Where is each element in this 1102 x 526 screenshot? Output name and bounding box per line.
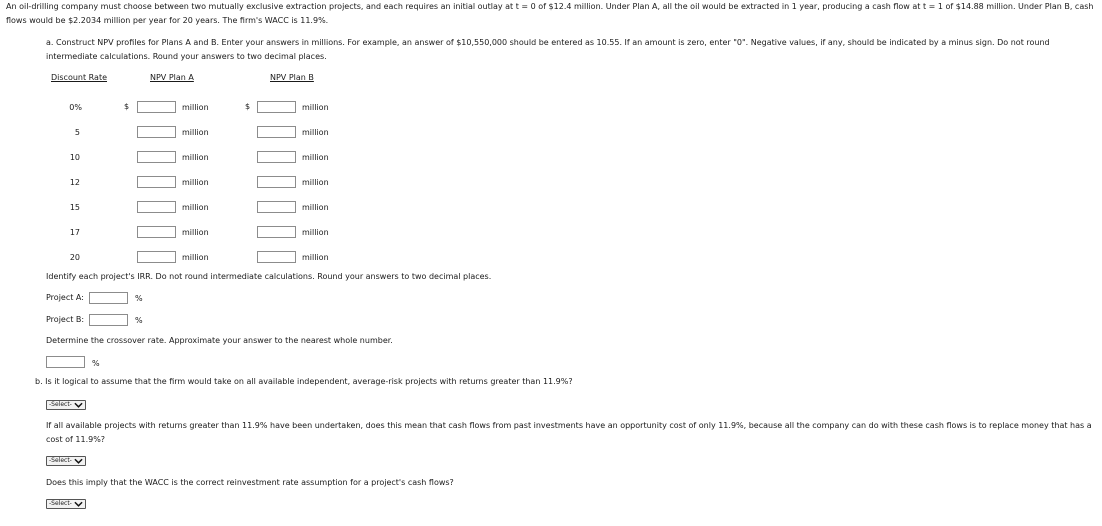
unit-label: million [182,253,209,262]
currency-symbol: $ [245,102,251,111]
crossover-prompt: Determine the crossover rate. Approximate your answer to the nearest whole number. [46,336,393,345]
part-b-question-3: Does this imply that the WACC is the correct reinvestment rate assumption for a project's cash flows? [46,478,454,487]
unit-label: million [302,103,329,112]
rate-label: 20 [69,253,80,262]
chevron-down-icon [74,401,83,409]
npv-plan-b-input-0[interactable] [257,101,296,113]
npv-plan-b-input-5[interactable] [257,226,296,238]
irr-b-label: Project B: [46,315,85,324]
npv-plan-a-input-4[interactable] [137,201,176,213]
rate-label: 12 [69,178,80,187]
unit-label: million [182,128,209,137]
percent-label: % [135,316,143,325]
select-label: -Select- [49,457,72,464]
unit-label: million [302,203,329,212]
rate-label: 5 [74,128,80,137]
npv-plan-a-input-6[interactable] [137,251,176,263]
unit-label: million [182,228,209,237]
header-discount-rate: Discount Rate [51,73,108,82]
rate-label: 15 [69,203,80,212]
unit-label: million [302,153,329,162]
select-label: -Select- [49,401,72,408]
npv-plan-b-input-3[interactable] [257,176,296,188]
problem-intro: An oil-drilling company must choose between two mutually exclusive extraction projects, and each requires an initial outlay at t = 0 of $12.4 million. Under Plan A, all the oil would be extracted in 1 year, producing a cash flow at t = 1 of $14.88 million. Under Plan B, cash flows would be $2.2034 million per year for 20 years. The firm's WACC is 11.9%. [6,2,1094,25]
unit-label: million [182,203,209,212]
crossover-input[interactable] [46,356,85,368]
irr-a-input[interactable] [89,292,128,304]
npv-plan-a-input-3[interactable] [137,176,176,188]
select-dropdown-2[interactable] [46,456,86,466]
rate-label: 10 [69,153,80,162]
part-b-question-2: If all available projects with returns greater than 11.9% have been undertaken, does this mean that cash flows from past investments have an opportunity cost of only 11.9%, because all the company can do with these cash flows is to replace money that has a cost of 11.9%? [46,421,1092,444]
chevron-down-icon [74,500,83,508]
unit-label: million [302,128,329,137]
npv-plan-b-input-4[interactable] [257,201,296,213]
unit-label: million [302,253,329,262]
npv-plan-a-input-2[interactable] [137,151,176,163]
part-b-question-1: b. Is it logical to assume that the firm would take on all available independent, average-risk projects with returns greater than 11.9%? [35,377,573,386]
chevron-down-icon [74,457,83,465]
unit-label: million [302,178,329,187]
part-a-instructions: a. Construct NPV profiles for Plans A and B. Enter your answers in millions. For example, an answer of $10,550,000 should be entered as 10.55. If an amount is zero, enter "0". Negative values, if any, should be indicated by a minus sign. Do not round intermediate calculations. Round your answers to two decimal places. [46,38,1050,61]
npv-plan-a-input-5[interactable] [137,226,176,238]
irr-prompt: Identify each project's IRR. Do not round intermediate calculations. Round your answers to two decimal places. [46,272,492,281]
unit-label: million [182,153,209,162]
npv-plan-b-input-1[interactable] [257,126,296,138]
header-npv-plan-b: NPV Plan B [270,73,314,82]
unit-label: million [182,178,209,187]
unit-label: million [182,103,209,112]
npv-plan-b-input-2[interactable] [257,151,296,163]
npv-plan-b-input-6[interactable] [257,251,296,263]
select-dropdown-3[interactable] [46,499,86,509]
irr-b-input[interactable] [89,314,128,326]
percent-label: % [135,294,143,303]
irr-a-label: Project A: [46,293,84,302]
npv-plan-a-input-1[interactable] [137,126,176,138]
npv-plan-a-input-0[interactable] [137,101,176,113]
header-npv-plan-a: NPV Plan A [150,73,194,82]
rate-label: 0% [69,103,82,112]
currency-symbol: $ [124,102,130,111]
percent-label: % [92,359,100,368]
select-dropdown-1[interactable] [46,400,86,410]
rate-label: 17 [69,228,80,237]
unit-label: million [302,228,329,237]
select-label: -Select- [49,500,72,507]
